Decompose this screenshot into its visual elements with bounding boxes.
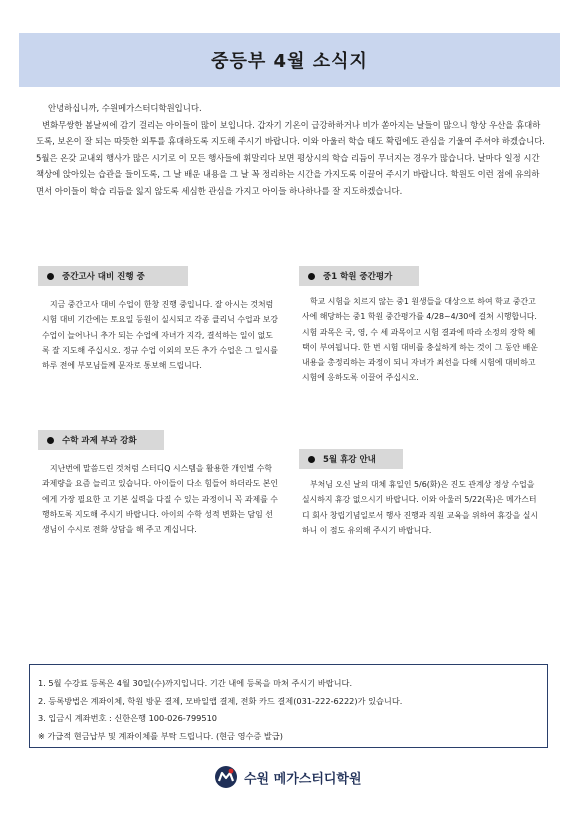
section-holiday-header (299, 449, 403, 469)
notice-line-1: 1. 5월 수강료 등록은 4월 30일(수)까지입니다. 기간 내에 등록을 마쳐 주시기 바랍니다. (38, 678, 353, 688)
section-math-header (38, 430, 164, 450)
bullet-icon (47, 437, 54, 444)
section-math-body (42, 461, 280, 537)
bullet-icon (308, 273, 315, 280)
section-holiday-body (302, 477, 538, 538)
payment-notice-box (29, 664, 548, 748)
title-banner (19, 33, 560, 87)
section-math-title: 수학 과제 부과 강화 (62, 436, 137, 446)
page-title: 중등부 4월 소식지 (211, 51, 368, 72)
section-midterm-body (42, 297, 280, 373)
intro-text (36, 100, 546, 200)
notice-line-4: ※ 가급적 현금납부 및 계좌이체를 부탁 드립니다. (현금 영수증 발급) (38, 730, 283, 741)
section-grade1-body (302, 294, 538, 386)
intro-body: 변화무쌍한 봄날씨에 감기 걸리는 아이들이 많이 보입니다. 갑자기 기온이 급강하하거나 비가 쏟아지는 날들이 많으니 항상 우산을 휴대하도록, 보온이 잘 되는 따뜻한 외투를 휴대하도록 지도해 주시기 바랍니다. 이와 아울러 학습 태도 확립에도 관심을 기울여 주셔야 하겠습니다. 5월은 온갖 교내외 행사가 많은 시기로 이 모든 행사들에 휘말리다 보면 평상시의 학습 리듬이 무너지는 경우가 많습니다. 날마다 일정 시간 책상에 앉아있는 습관을 들이도록, 그 날 배운 내용을 그 날 꼭 정리하는 시간을 가지도록 이끌어 주시기 바랍니다. 학원도 이런 점에 유의하면서 아이들이 학습 리듬을 잃지 않도록 세심한 관심을 가지고 아이들 하나하나를 잘 지도하겠습니다. (36, 119, 545, 196)
section-midterm-text: 지금 중간고사 대비 수업이 한창 진행 중입니다. 잘 아시는 것처럼 시험 대비 기간에는 토요일 등원이 실시되고 각종 클리닉 수업과 보강 수업이 늘어나니 추가 되는 수업에 자녀가 지각, 결석하는 일이 없도록 잘 지도해 주십시오. 정규 수업 이외의 모든 추가 수업은 그 일시를 하루 전에 부모님들께 문자로 통보해 드립니다. (42, 300, 279, 371)
section-holiday-text: 부처님 오신 날의 대체 휴일인 5/6(화)은 진도 관계상 정상 수업을 실시하지 휴강 없으시기 바랍니다. 이와 아울러 5/22(목)은 메가스터디 회사 창립기념일로서 행사 진행과 직원 교육을 위하여 휴강을 실시하니 이 점도 유의해 주시기 바랍니다. (302, 480, 539, 535)
section-grade1-title: 중1 학원 중간평가 (323, 272, 393, 282)
bullet-icon (308, 456, 315, 463)
notice-line-3: 3. 입금시 계좌번호 : 신한은행 100-026-799510 (38, 713, 218, 723)
notice-line-2: 2. 등록방법은 계좌이체, 학원 방문 결제, 모바일앱 결제, 전화 카드 결제(031-222-6222)가 있습니다. (38, 695, 403, 706)
section-holiday-title: 5월 휴강 안내 (323, 455, 376, 465)
section-grade1-text: 학교 시험을 치르지 않는 중1 원생들을 대상으로 하여 학교 중간고사에 해당하는 중1 학원 중간평가를 4/28~4/30에 걸쳐 시행합니다. 시험 과목은 국, 영, 수 세 과목이고 시험 결과에 따라 소정의 장학 혜택이 부여됩니다. 한 번 시험 대비를 충실하게 하는 것이 그 동안 배운 내용을 총정리하는 과정이 되니 자녀가 최선을 다해 시험에 대비하고 시험에 응하도록 이끌어 주십시오. (302, 297, 538, 383)
section-math-text: 지난번에 말씀드린 것처럼 스터디Q 시스템을 활용한 개인별 수학 과제량을 요즘 늘리고 있습니다. 아이들이 다소 힘들어 하더라도 본인에게 가장 필요한 고 기본 실력을 다질 수 있는 과정이니 꼭 과제를 수행하도록 지도해 주시기 바랍니다. 아이의 수학 성적 변화는 담임 선생님이 수시로 전화 상담을 해 주고 계십니다. (42, 464, 279, 535)
section-midterm-header (38, 266, 188, 286)
bullet-icon (47, 273, 54, 280)
footer-logo (214, 765, 362, 789)
section-grade1-header (299, 266, 419, 286)
section-midterm-title: 중간고사 대비 진행 중 (62, 272, 145, 282)
intro-greeting: 안녕하십니까, 수원메가스터디학원입니다. (48, 103, 202, 113)
academy-name: 수원 메가스터디학원 (244, 771, 362, 787)
megastudy-logo-icon (214, 765, 238, 789)
